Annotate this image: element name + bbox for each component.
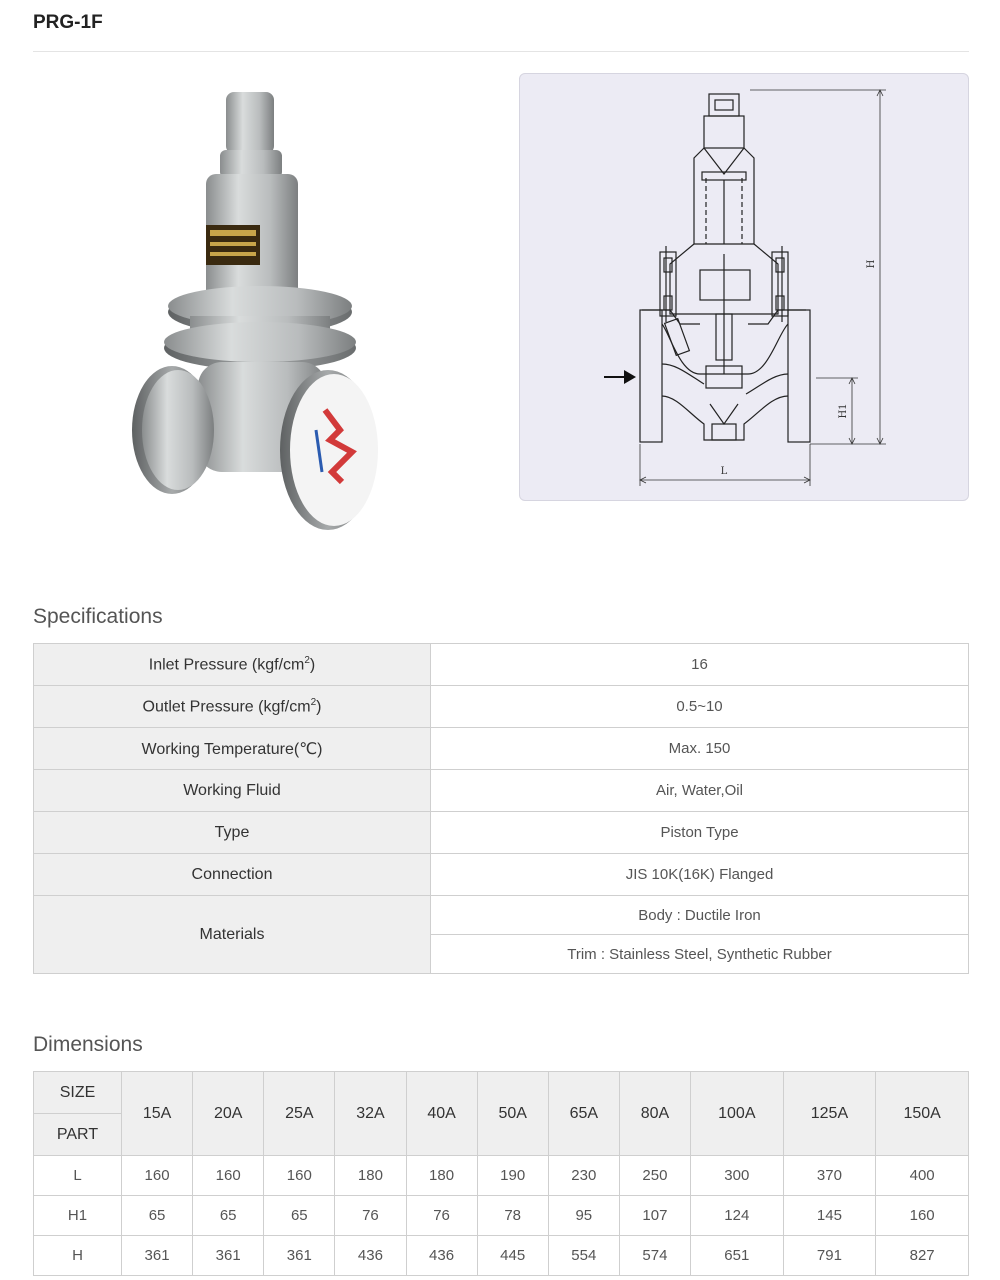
specifications-table bbox=[33, 643, 969, 974]
spec-label-materials: Materials bbox=[34, 896, 431, 974]
size-header: 50A bbox=[477, 1072, 548, 1156]
size-header: 20A bbox=[193, 1072, 264, 1156]
part-name: H1 bbox=[34, 1196, 122, 1236]
spec-value-material: Trim : Stainless Steel, Synthetic Rubber bbox=[431, 935, 969, 974]
size-header: 65A bbox=[548, 1072, 619, 1156]
spec-value-material: Body : Ductile Iron bbox=[431, 896, 969, 935]
dims-row bbox=[34, 1236, 969, 1276]
spec-value: Air, Water,Oil bbox=[431, 770, 969, 812]
dims-cell: 107 bbox=[619, 1196, 690, 1236]
dims-cell: 436 bbox=[335, 1236, 406, 1276]
dimensions-table bbox=[33, 1071, 969, 1276]
dims-cell: 95 bbox=[548, 1196, 619, 1236]
spec-label: Type bbox=[34, 812, 431, 854]
spec-label: Working Temperature(℃) bbox=[34, 728, 431, 770]
dims-cell: 370 bbox=[783, 1156, 876, 1196]
dims-cell: 160 bbox=[122, 1156, 193, 1196]
dimension-label-h1: H1 bbox=[838, 403, 849, 419]
dims-cell: 300 bbox=[691, 1156, 784, 1196]
dims-cell: 78 bbox=[477, 1196, 548, 1236]
part-label: PART bbox=[34, 1114, 122, 1156]
dims-cell: 76 bbox=[335, 1196, 406, 1236]
spec-label: Inlet Pressure $(kgf/cm^2)$ bbox=[34, 644, 431, 686]
dims-cell: 361 bbox=[193, 1236, 264, 1276]
spec-label: Working Fluid bbox=[34, 770, 431, 812]
dimension-label-l: L bbox=[720, 466, 728, 477]
dims-cell: 554 bbox=[548, 1236, 619, 1276]
specifications-heading: Specifications bbox=[33, 605, 163, 628]
part-name: L bbox=[34, 1156, 122, 1196]
dims-header-row bbox=[34, 1072, 969, 1114]
spec-row bbox=[34, 812, 969, 854]
dims-row bbox=[34, 1196, 969, 1236]
dims-cell: 76 bbox=[406, 1196, 477, 1236]
title-divider bbox=[33, 51, 969, 52]
spec-value: Piston Type bbox=[431, 812, 969, 854]
dims-cell: 230 bbox=[548, 1156, 619, 1196]
dims-cell: 827 bbox=[876, 1236, 969, 1276]
valve-cross-section-drawing bbox=[520, 74, 970, 502]
part-name: H bbox=[34, 1236, 122, 1276]
size-header: 40A bbox=[406, 1072, 477, 1156]
dims-cell: 791 bbox=[783, 1236, 876, 1276]
dims-cell: 65 bbox=[264, 1196, 335, 1236]
dims-cell: 145 bbox=[783, 1196, 876, 1236]
dims-cell: 65 bbox=[122, 1196, 193, 1236]
size-label: SIZE bbox=[34, 1072, 122, 1114]
dims-cell: 400 bbox=[876, 1156, 969, 1196]
dims-cell: 361 bbox=[264, 1236, 335, 1276]
spec-row bbox=[34, 854, 969, 896]
size-header: 150A bbox=[876, 1072, 969, 1156]
dimension-label-h: H bbox=[866, 259, 877, 269]
page-title: PRG-1F bbox=[33, 12, 103, 33]
dimensions-heading: Dimensions bbox=[33, 1033, 143, 1056]
dims-cell: 651 bbox=[691, 1236, 784, 1276]
dims-cell: 65 bbox=[193, 1196, 264, 1236]
dims-cell: 361 bbox=[122, 1236, 193, 1276]
dims-cell: 160 bbox=[264, 1156, 335, 1196]
size-header: 32A bbox=[335, 1072, 406, 1156]
dims-cell: 436 bbox=[406, 1236, 477, 1276]
size-header: 15A bbox=[122, 1072, 193, 1156]
spec-value: Max. 150 bbox=[431, 728, 969, 770]
spec-value: 0.5~10 bbox=[431, 686, 969, 728]
size-header: 125A bbox=[783, 1072, 876, 1156]
spec-row bbox=[34, 770, 969, 812]
spec-row bbox=[34, 644, 969, 686]
dims-cell: 124 bbox=[691, 1196, 784, 1236]
spec-label: Connection bbox=[34, 854, 431, 896]
dims-row bbox=[34, 1156, 969, 1196]
spec-label: Outlet Pressure $(kgf/cm^2)$ bbox=[34, 686, 431, 728]
spec-row bbox=[34, 728, 969, 770]
size-header: 100A bbox=[691, 1072, 784, 1156]
spec-row bbox=[34, 686, 969, 728]
dims-cell: 250 bbox=[619, 1156, 690, 1196]
spec-value: JIS 10K(16K) Flanged bbox=[431, 854, 969, 896]
dims-cell: 180 bbox=[335, 1156, 406, 1196]
spec-row-materials bbox=[34, 896, 969, 935]
dims-cell: 160 bbox=[193, 1156, 264, 1196]
dimension-drawing bbox=[519, 73, 969, 501]
size-header: 25A bbox=[264, 1072, 335, 1156]
dims-cell: 445 bbox=[477, 1236, 548, 1276]
product-photo bbox=[120, 80, 400, 540]
dims-cell: 190 bbox=[477, 1156, 548, 1196]
spec-value: 16 bbox=[431, 644, 969, 686]
size-header: 80A bbox=[619, 1072, 690, 1156]
dims-cell: 180 bbox=[406, 1156, 477, 1196]
dims-cell: 574 bbox=[619, 1236, 690, 1276]
dims-cell: 160 bbox=[876, 1196, 969, 1236]
